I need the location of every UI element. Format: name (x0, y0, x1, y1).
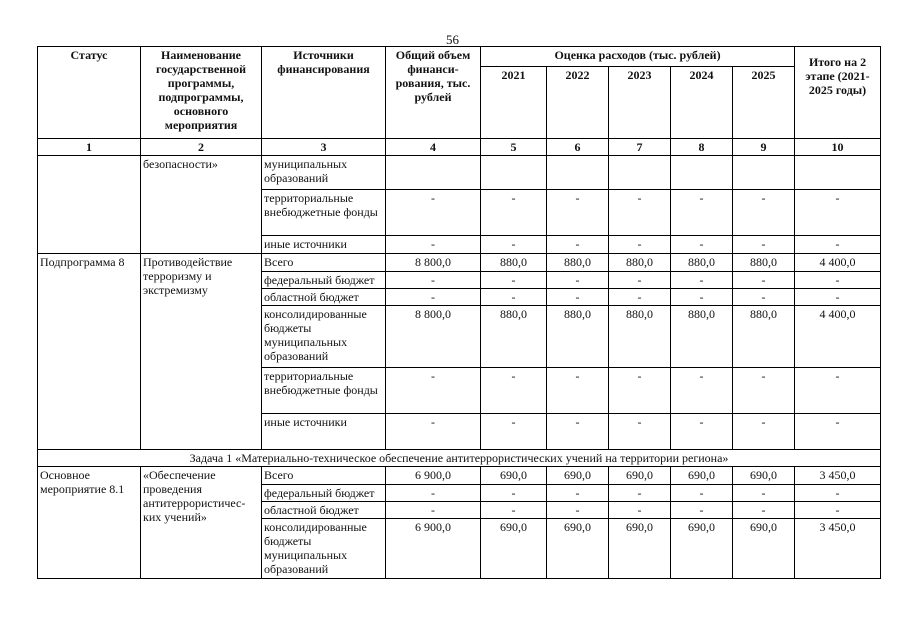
column-number: 4 (386, 139, 481, 156)
value-cell: - (547, 502, 609, 519)
value-cell: - (733, 289, 795, 306)
source-cell: иные источники (262, 414, 386, 450)
header-estimate: Оценка расходов (тыс. рублей) (481, 47, 795, 67)
status-cell: Подпрограмма 8 (38, 254, 141, 450)
value-cell (481, 156, 547, 190)
header-year: 2022 (547, 67, 609, 139)
value-cell: - (481, 368, 547, 414)
value-cell: - (795, 368, 881, 414)
source-cell: федеральный бюджет (262, 272, 386, 289)
value-cell (386, 156, 481, 190)
value-cell: - (547, 236, 609, 254)
value-cell: 690,0 (547, 519, 609, 579)
value-cell: - (671, 414, 733, 450)
value-cell: - (609, 272, 671, 289)
header-year: 2023 (609, 67, 671, 139)
value-cell: - (795, 236, 881, 254)
value-cell: 3 450,0 (795, 467, 881, 485)
value-cell: - (733, 502, 795, 519)
value-cell: 690,0 (481, 467, 547, 485)
value-cell: - (547, 289, 609, 306)
name-cell: безопасности» (141, 156, 262, 254)
value-cell: - (609, 236, 671, 254)
value-cell: - (547, 368, 609, 414)
value-cell: - (733, 485, 795, 502)
value-cell: - (609, 190, 671, 236)
value-cell: - (609, 368, 671, 414)
column-number: 9 (733, 139, 795, 156)
value-cell: 880,0 (609, 306, 671, 368)
value-cell (733, 156, 795, 190)
value-cell: 880,0 (671, 306, 733, 368)
value-cell: - (671, 190, 733, 236)
status-cell (38, 156, 141, 254)
value-cell: 690,0 (481, 519, 547, 579)
header-status: Статус (38, 47, 141, 139)
value-cell: - (733, 236, 795, 254)
value-cell: - (609, 485, 671, 502)
value-cell: - (733, 272, 795, 289)
value-cell: - (386, 485, 481, 502)
value-cell: 690,0 (733, 519, 795, 579)
source-cell: территориальные внебюджетные фонды (262, 190, 386, 236)
value-cell: 880,0 (733, 254, 795, 272)
value-cell: 880,0 (609, 254, 671, 272)
value-cell: 8 800,0 (386, 254, 481, 272)
source-cell: консолидированные бюджеты муниципальных образований (262, 306, 386, 368)
column-number: 8 (671, 139, 733, 156)
value-cell: 880,0 (481, 254, 547, 272)
value-cell: - (733, 190, 795, 236)
column-number: 7 (609, 139, 671, 156)
value-cell: - (386, 502, 481, 519)
value-cell: 4 400,0 (795, 306, 881, 368)
value-cell: - (386, 236, 481, 254)
header-year: 2024 (671, 67, 733, 139)
source-cell: территориальные внебюджетные фонды (262, 368, 386, 414)
value-cell: - (671, 368, 733, 414)
value-cell: - (795, 485, 881, 502)
task-heading: Задача 1 «Материально-техническое обеспечение антитеррористических учений на территории региона» (38, 450, 881, 467)
value-cell: - (671, 502, 733, 519)
value-cell: - (481, 485, 547, 502)
value-cell: 8 800,0 (386, 306, 481, 368)
column-number: 2 (141, 139, 262, 156)
value-cell: 690,0 (671, 467, 733, 485)
source-cell: муниципальных образований (262, 156, 386, 190)
value-cell (609, 156, 671, 190)
value-cell: 880,0 (733, 306, 795, 368)
value-cell: - (547, 485, 609, 502)
header-total: Общий объем финанси-рования, тыс. рублей (386, 47, 481, 139)
value-cell: - (386, 190, 481, 236)
value-cell: - (481, 502, 547, 519)
value-cell: - (795, 272, 881, 289)
column-number: 6 (547, 139, 609, 156)
value-cell: 880,0 (547, 254, 609, 272)
source-cell: Всего (262, 467, 386, 485)
value-cell: 690,0 (609, 519, 671, 579)
value-cell: - (547, 272, 609, 289)
column-number: 3 (262, 139, 386, 156)
column-number: 1 (38, 139, 141, 156)
source-cell: федеральный бюджет (262, 485, 386, 502)
value-cell: 690,0 (733, 467, 795, 485)
value-cell: - (795, 414, 881, 450)
value-cell: 880,0 (481, 306, 547, 368)
value-cell (795, 156, 881, 190)
source-cell: областной бюджет (262, 289, 386, 306)
value-cell: 880,0 (671, 254, 733, 272)
source-cell: консолидированные бюджеты муниципальных образований (262, 519, 386, 579)
value-cell: - (671, 236, 733, 254)
value-cell: - (733, 368, 795, 414)
value-cell: - (547, 190, 609, 236)
value-cell: - (386, 272, 481, 289)
header-year: 2021 (481, 67, 547, 139)
value-cell: - (795, 502, 881, 519)
value-cell: - (481, 236, 547, 254)
value-cell: 690,0 (609, 467, 671, 485)
header-sources: Источники финансирования (262, 47, 386, 139)
value-cell: - (547, 414, 609, 450)
value-cell: - (386, 289, 481, 306)
source-cell: областной бюджет (262, 502, 386, 519)
source-cell: иные источники (262, 236, 386, 254)
column-number: 10 (795, 139, 881, 156)
name-cell: «Обеспечение проведения антитеррористичес-ких учений» (141, 467, 262, 579)
value-cell: - (386, 414, 481, 450)
header-year: 2025 (733, 67, 795, 139)
value-cell: 690,0 (671, 519, 733, 579)
value-cell: - (481, 289, 547, 306)
value-cell: 690,0 (547, 467, 609, 485)
value-cell: - (609, 414, 671, 450)
header-stage-total: Итого на 2 этапе (2021-2025 годы) (795, 47, 881, 139)
value-cell: - (609, 502, 671, 519)
value-cell: - (481, 272, 547, 289)
value-cell: 6 900,0 (386, 519, 481, 579)
financing-table (37, 46, 881, 579)
value-cell: - (386, 368, 481, 414)
value-cell: - (481, 414, 547, 450)
value-cell (671, 156, 733, 190)
value-cell: - (733, 414, 795, 450)
status-cell: Основное мероприятие 8.1 (38, 467, 141, 579)
value-cell: - (795, 190, 881, 236)
source-cell: Всего (262, 254, 386, 272)
value-cell: 3 450,0 (795, 519, 881, 579)
column-number: 5 (481, 139, 547, 156)
value-cell: - (481, 190, 547, 236)
name-cell: Противодействие терроризму и экстремизму (141, 254, 262, 450)
value-cell: 6 900,0 (386, 467, 481, 485)
value-cell (547, 156, 609, 190)
value-cell: 880,0 (547, 306, 609, 368)
value-cell: - (671, 272, 733, 289)
header-name: Наименование государственной программы, подпрограммы, основного мероприятия (141, 47, 262, 139)
value-cell: - (671, 289, 733, 306)
value-cell: - (671, 485, 733, 502)
value-cell: 4 400,0 (795, 254, 881, 272)
value-cell: - (609, 289, 671, 306)
page-number: 56 (446, 32, 459, 47)
value-cell: - (795, 289, 881, 306)
